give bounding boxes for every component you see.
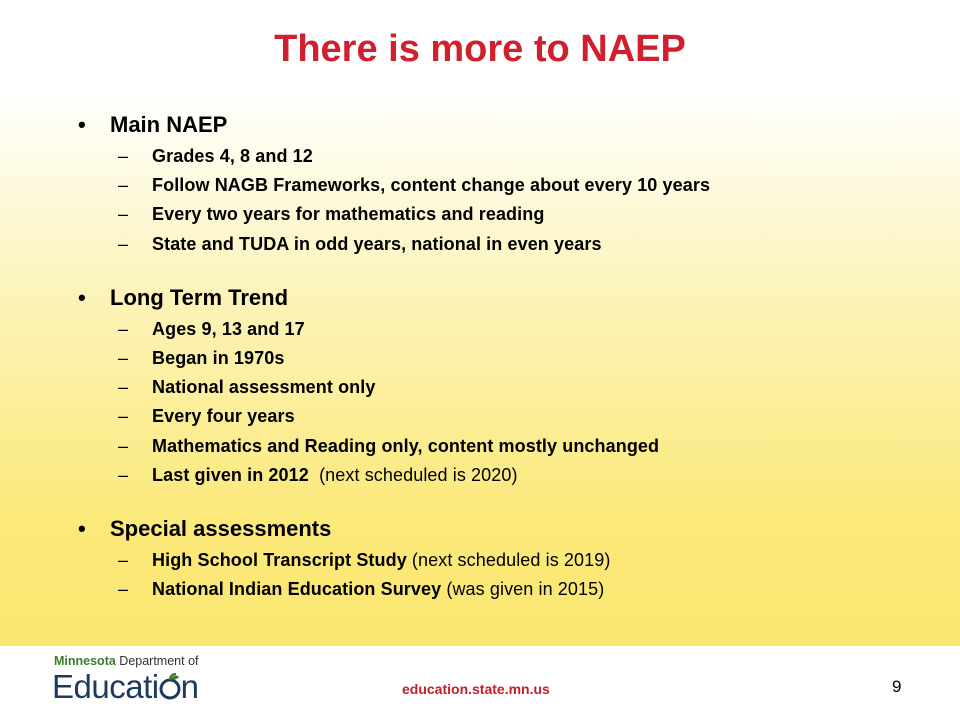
sub-bullet-item (118, 377, 938, 406)
sub-bullet-bold-text: Began in 1970s (152, 347, 285, 368)
dash-marker: – (118, 435, 129, 456)
sub-bullet-bold-text: Every two years for mathematics and reading (152, 204, 545, 225)
sub-bullet-note: (was given in 2015) (441, 579, 605, 600)
bullet-heading: Special assessments (110, 515, 332, 541)
bullet-section (78, 516, 938, 608)
sub-bullet-item (118, 579, 938, 608)
sub-bullet-list (118, 319, 938, 494)
sub-bullet-item (118, 319, 938, 348)
bullet-heading-row (78, 516, 938, 550)
sub-bullet-bold-text: Every four years (152, 406, 295, 427)
dash-marker: – (118, 377, 129, 398)
sub-bullet-bold-text: High School Transcript Study (152, 549, 407, 570)
sub-bullet-item (118, 175, 938, 204)
sub-bullet-note: (next scheduled is 2020) (308, 464, 518, 485)
sub-bullet-bold-text: Grades 4, 8 and 12 (152, 146, 313, 166)
bullet-dot: • (78, 515, 86, 541)
dash-marker: – (118, 549, 129, 570)
dash-marker: – (118, 464, 129, 485)
logo-education (52, 668, 198, 709)
logo-education-text-end: n (180, 668, 199, 705)
bullet-heading-row (78, 285, 938, 319)
bullet-heading: Long Term Trend (110, 284, 289, 310)
dash-marker: – (118, 406, 129, 427)
sub-bullet-list (118, 550, 938, 608)
logo-education-text-start: Educati (52, 668, 159, 705)
logo-state-name: Minnesota (54, 654, 116, 668)
sub-bullet-bold-text: State and TUDA in odd years, national in even years (152, 233, 602, 254)
dash-marker: – (118, 175, 129, 196)
bullet-dot: • (78, 284, 86, 310)
sub-bullet-bold-text: Follow NAGB Frameworks, content change about every 10 years (152, 175, 711, 196)
sub-bullet-item (118, 146, 938, 175)
bullet-dot: • (78, 112, 86, 137)
logo-department-line (54, 654, 199, 668)
sub-bullet-bold-text: Last given in 2012 (152, 464, 309, 485)
sub-bullet-note: (next scheduled is 2019) (406, 549, 611, 570)
dash-marker: – (118, 146, 129, 166)
dash-marker: – (118, 318, 129, 339)
dash-marker: – (118, 347, 129, 368)
sub-bullet-list (118, 146, 938, 263)
bullet-section (78, 112, 938, 263)
sub-bullet-bold-text: Mathematics and Reading only, content mostly unchanged (152, 435, 660, 456)
sub-bullet-item (118, 348, 938, 377)
sub-bullet-item (118, 550, 938, 579)
footer-url[interactable]: education.state.mn.us (402, 681, 550, 697)
sub-bullet-bold-text: National Indian Education Survey (152, 579, 442, 600)
page-number: 9 (892, 677, 902, 696)
sub-bullet-bold-text: Ages 9, 13 and 17 (152, 318, 305, 339)
dash-marker: – (118, 204, 129, 225)
sub-bullet-item (118, 465, 938, 494)
logo-department-text: Department of (115, 654, 199, 668)
slide-title: There is more to NAEP (274, 28, 686, 70)
sub-bullet-item (118, 436, 938, 465)
sub-bullet-item (118, 234, 938, 263)
bullet-heading-row (78, 112, 938, 146)
sub-bullet-item (118, 204, 938, 233)
sub-bullet-item (118, 406, 938, 435)
bullet-heading: Main NAEP (110, 112, 228, 137)
sub-bullet-bold-text: National assessment only (152, 377, 376, 398)
bullet-list (78, 112, 938, 608)
apple-icon (159, 671, 181, 709)
dash-marker: – (118, 233, 129, 254)
dash-marker: – (118, 579, 129, 600)
bullet-section (78, 285, 938, 494)
